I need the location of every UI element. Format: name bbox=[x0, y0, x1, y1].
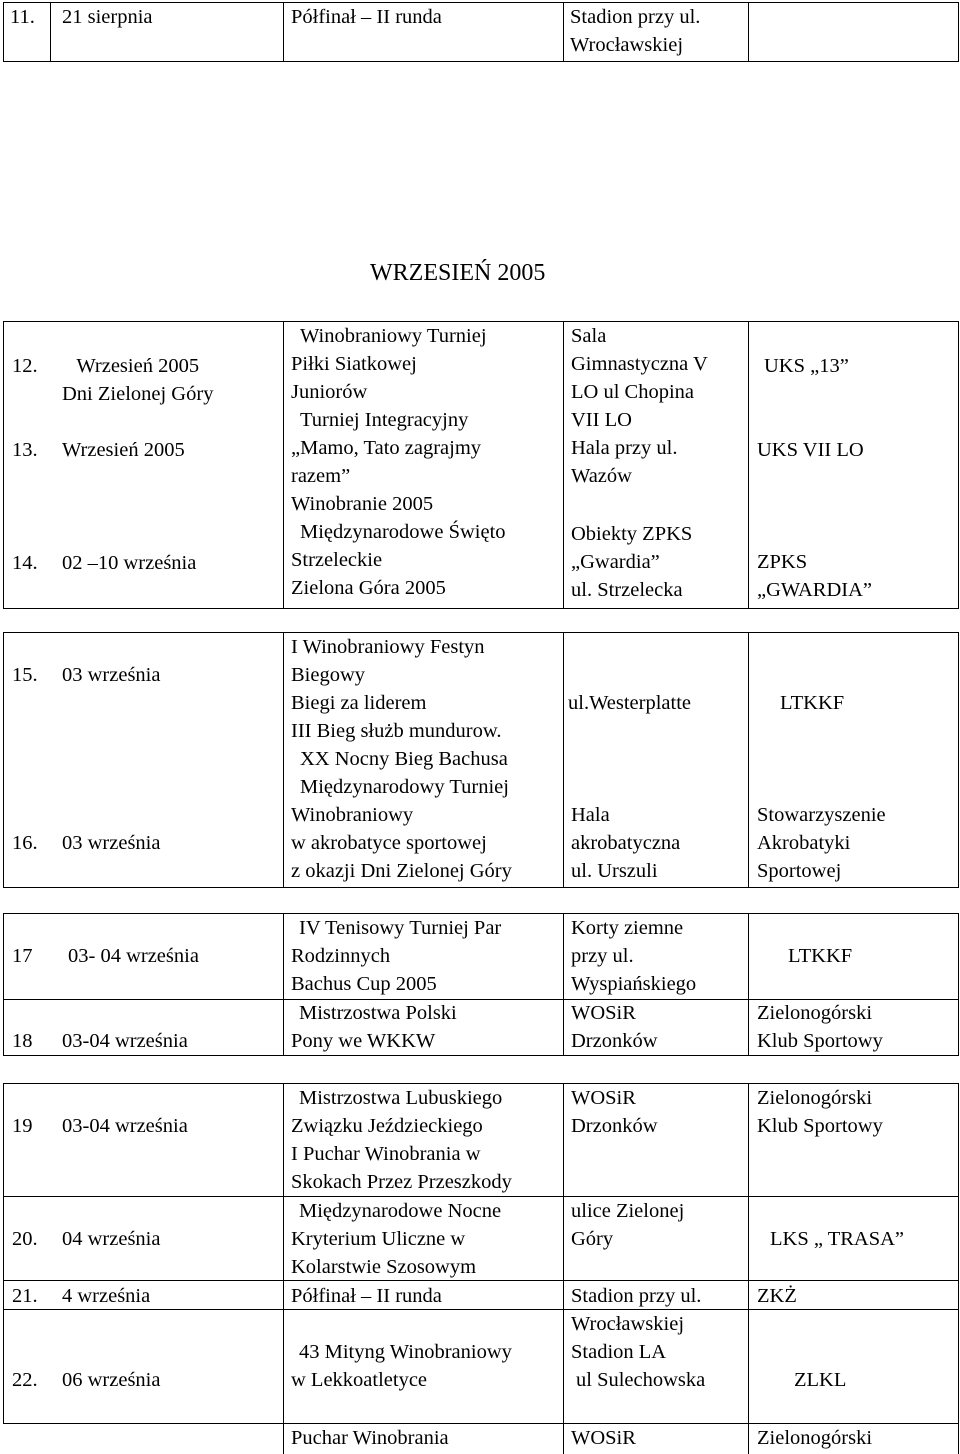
row-number: 13. bbox=[12, 439, 38, 461]
row-number: 11. bbox=[10, 6, 35, 28]
event-place: Stadion przy ul. Wrocławskiej bbox=[570, 6, 701, 56]
event-organizer: LKS „ TRASA” bbox=[770, 1228, 905, 1250]
event-name: Puchar Winobrania bbox=[291, 1427, 449, 1449]
event-place: Sala Gimnastyczna V LO ul Chopina bbox=[571, 325, 708, 403]
event-organizer: LTKKF bbox=[788, 945, 853, 967]
event-date: Wrzesień 2005 Dni Zielonej Góry bbox=[62, 355, 214, 405]
event-place: Stadion LA ul Sulechowska bbox=[571, 1341, 706, 1391]
event-place: WOSiR bbox=[571, 1427, 636, 1449]
event-place: Korty ziemne przy ul. Wyspiańskiego bbox=[571, 917, 697, 995]
event-organizer: Zielonogórski bbox=[757, 1427, 873, 1449]
event-name: IV Tenisowy Turniej Par Rodzinnych Bachus Cup 2005 bbox=[291, 917, 502, 995]
event-organizer: Zielonogórski Klub Sportowy bbox=[757, 1087, 883, 1137]
event-name: 43 Mityng Winobraniowy w Lekkoatletyce bbox=[291, 1341, 512, 1391]
event-organizer: ZKŻ bbox=[757, 1285, 797, 1307]
event-date: Wrzesień 2005 bbox=[62, 439, 185, 461]
row-number: 17 bbox=[12, 945, 33, 967]
event-name: Mistrzostwa Polski Pony we WKKW bbox=[291, 1002, 457, 1052]
row-number: 19 bbox=[12, 1115, 33, 1137]
event-date: 03- 04 września bbox=[68, 945, 199, 967]
event-organizer: Stowarzyszenie Akrobatyki Sportowej bbox=[757, 804, 886, 882]
event-name: Międzynarodowe Święto Strzeleckie Zielona Góra 2005 bbox=[291, 521, 506, 599]
event-organizer: Zielonogórski Klub Sportowy bbox=[757, 1002, 883, 1052]
event-place: ul.Westerplatte bbox=[568, 692, 692, 714]
event-date: 03 września bbox=[62, 832, 161, 854]
row-number: 21. bbox=[12, 1285, 38, 1307]
event-date: 03-04 września bbox=[62, 1030, 188, 1052]
event-name: Półfinał – II runda bbox=[291, 1285, 442, 1307]
event-name: I Winobraniowy Festyn Biegowy Biegi za liderem III Bieg służb mundurow. XX Nocny Bieg Bachusa bbox=[291, 636, 508, 770]
month-heading: WRZESIEŃ 2005 bbox=[370, 260, 546, 286]
event-name: Międzynarodowy Turniej Winobraniowy w akrobatyce sportowej z okazji Dni Zielonej Góry bbox=[291, 776, 512, 882]
event-place: VII LO Hala przy ul. Wazów bbox=[571, 409, 678, 487]
event-name: Turniej Integracyjny „Mamo, Tato zagrajmy razem” Winobranie 2005 bbox=[291, 409, 482, 515]
row-number: 12. bbox=[12, 355, 38, 377]
event-date: 02 –10 września bbox=[62, 552, 197, 574]
event-organizer: ZLKL bbox=[794, 1369, 847, 1391]
event-place: ulice Zielonej Góry bbox=[571, 1200, 685, 1250]
event-place: WOSiR Drzonków bbox=[571, 1087, 658, 1137]
row-number: 14. bbox=[12, 552, 38, 574]
event-organizer: LTKKF bbox=[780, 692, 845, 714]
event-date: 03 września bbox=[62, 664, 161, 686]
row-number: 20. bbox=[12, 1228, 38, 1250]
event-name: Międzynarodowe Nocne Kryterium Uliczne w Kolarstwie Szosowym bbox=[291, 1200, 502, 1278]
event-organizer: UKS VII LO bbox=[757, 439, 864, 461]
event-name: Półfinał – II runda bbox=[291, 6, 442, 28]
event-name: Winobraniowy Turniej Piłki Siatkowej Juniorów bbox=[291, 325, 487, 403]
event-name: Mistrzostwa Lubuskiego Związku Jeździeckiego I Puchar Winobrania w Skokach Przez Przeszkody bbox=[291, 1087, 512, 1193]
row-number: 18 bbox=[12, 1030, 33, 1052]
event-date: 04 września bbox=[62, 1228, 161, 1250]
event-organizer: ZPKS „GWARDIA” bbox=[757, 551, 872, 601]
row-number: 22. bbox=[12, 1369, 38, 1391]
event-date: 06 września bbox=[62, 1369, 161, 1391]
event-place: Hala akrobatyczna ul. Urszuli bbox=[571, 804, 681, 882]
event-organizer: UKS „13” bbox=[764, 355, 849, 377]
event-date: 21 sierpnia bbox=[62, 6, 153, 28]
event-place: WOSiR Drzonków bbox=[571, 1002, 658, 1052]
row-number: 16. bbox=[12, 832, 38, 854]
event-place: Obiekty ZPKS „Gwardia” ul. Strzelecka bbox=[571, 523, 693, 601]
event-date: 4 września bbox=[62, 1285, 151, 1307]
event-date: 03-04 września bbox=[62, 1115, 188, 1137]
row-number: 15. bbox=[12, 664, 38, 686]
event-place: Stadion przy ul. Wrocławskiej bbox=[571, 1285, 702, 1335]
